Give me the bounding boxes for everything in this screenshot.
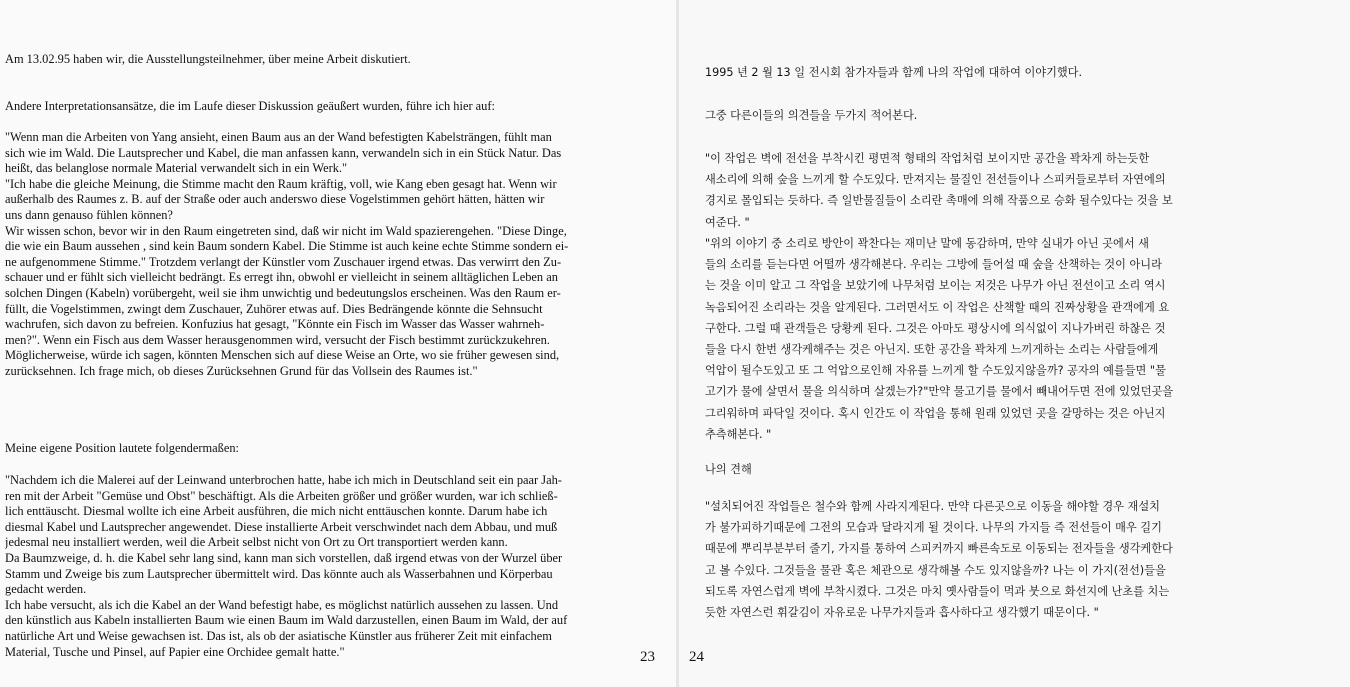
second-opinion-quote-ko [705,233,1339,445]
text-line: Da Baumzweige, d. h. die Kabel sehr lang sind, kann man sich vorstellen, daß irgend etwas von der Wurzel über [5,550,563,565]
text-line: Material, Tusche und Pinsel, auf Papier eine Orchidee gemalt hatte." [5,644,345,659]
text-line: solchen Dingen (Kabeln) vorübergeht, weil sie ihm unwichtig und bedeutungslos erscheinen. Was den Raum er- [5,285,561,300]
text-line: sich wie im Wald. Die Lautsprecher und Kabel, die man anfassen kann, verwandeln sich in ein Stück Natur. Das [5,145,562,160]
text-line: uns dann genauso fühlen können? [5,207,173,222]
text-line: füllt, die Vogelstimmen, zwingt dem Zuschauer, Zuhörer etwas auf. Dies Bedrängende könnte die Sehnsucht [5,301,543,316]
text-line: den künstlich aus Kabeln installierten Baum wie einen Baum im Wald darzustellen, einen Baum im Wald, der auf [5,613,568,628]
text-line: natürliche Art und Weise gewachsen ist. Das ist, als ob der asiatische Künstler aus früherer Zeit mit einfachem [5,628,552,643]
own-view-quote-ko [705,496,1339,623]
intro-paragraph-ko: 1995 년 2 월 13 일 전시회 참가자들과 함께 나의 작업에 대하여 이야기했다. [705,66,1083,79]
text-line: 고 볼 수있다. 그것들을 물관 혹은 체관으로 생각해볼 수도 있지않을까? 나는 이 가지(전선)들을 [705,563,1166,577]
text-line: 들을 다시 한번 생각케해주는 것은 아닌지. 또한 공간을 꽉차게 느끼게하는 소리는 사람들에게 [705,343,1159,357]
text-line: lich enttäuscht. Diesmal wollte ich eine Arbeit ausführen, die mich nicht enttäuschen konnte. Darum habe ich [5,504,548,519]
text-line: "이 작업은 벽에 전선을 부착시킨 평면적 형태의 작업처럼 보이지만 공간을 꽉차게 하는듯한 [705,152,1150,165]
text-line: schauer und er fühlt sich vielleicht bedrängt. Es erregt ihn, obwohl er vielleicht in seinem alltäglichen Leben an [5,270,558,285]
own-position-quote [5,473,667,660]
text-line: heißt, das belanglose normale Material verwandelt sich in ein Werk." [5,161,348,176]
text-line: zurücksehnen. Ich frage mich, ob dieses Zurücksehnen Grund für das Vollsein des Raumes ist." [5,363,478,378]
text-line: 되도록 자연스럽게 벽에 부착시켰다. 그것은 마치 옛사람들이 먹과 붓으로 화선지에 난초를 치는 [705,584,1170,598]
text-line: "위의 이야기 중 소리로 방안이 꽉찬다는 재미난 말에 동감하며, 만약 실내가 아닌 곳에서 새 [705,237,1149,250]
text-line: 가 불가피하기때문에 그전의 모습과 달라지게 될 것이다. 나무의 가지들 즉 전선들이 매우 길기 [705,521,1162,535]
text-line: 추측해본다. " [705,427,772,441]
right-page-korean [679,0,1350,687]
text-line: "Ich habe die gleiche Meinung, die Stimme macht den Raum kräftig, voll, wie Kang eben gesagt hat. Wenn wir [5,176,557,191]
text-line: 여준다. " [705,215,750,229]
text-line: Ich habe versucht, als ich die Kabel an der Wand befestigt habe, es möglichst natürlich aussehen zu lassen. Und [5,597,559,612]
page-number-right: 24 [689,649,704,665]
first-opinion-quote-ko [705,148,1339,233]
text-line: 경지로 몰입되는 듯하다. 즉 일반물질들이 소리란 촉매에 의해 작품으로 승화 될수있다는 것을 보 [705,194,1173,208]
text-line: Wir wissen schon, bevor wir in den Raum eingetreten sind, daß wir nicht im Wald spazierengehen. "Diese Dinge, [5,223,567,238]
text-line: 들의 소리를 듣는다면 어떨까 생각해본다. 우리는 그방에 들어설 때 숲을 산책하는 것이 아니라 [705,258,1162,272]
text-line: 구한다. 그럴 때 관객들은 당황케 된다. 그것은 아마도 평상시에 의식없이 지나가버린 하찮은 것 [705,321,1166,335]
text-line: gedacht werden. [5,582,87,597]
text-line: wachrufen, sich davon zu befreien. Konfuzius hat gesagt, "Könnte ein Fisch im Wasser das Wasser wahrneh- [5,317,545,332]
text-line: 그리워하며 파닥일 것이다. 혹시 인간도 이 작업을 통해 원래 있었던 곳을 갈망하는 것은 아닌지 [705,406,1166,420]
page-number-left: 23 [640,649,655,665]
text-line: 녹음되어진 소리라는 것을 알게된다. 그러면서도 이 작업은 산책할 때의 진짜상황을 관객에게 요 [705,300,1170,314]
text-line: 새소리에 의해 숲을 느끼게 할 수도있다. 만져지는 물질인 전선들이나 스피커들로부터 자연에의 [705,173,1166,187]
text-line: die wie ein Baum aussehen , sind kein Baum sondern Kabel. Die Stimme ist auch keine echte Stimme sondern ei- [5,239,569,254]
text-line: jedesmal neu installiert werden, weil die Arbeit selbst nicht von Ort zu Ort transportiert werden kann. [5,535,508,550]
text-line: "설치되어진 작업들은 철수와 함께 사라지게된다. 만약 다른곳으로 이동을 해야할 경우 재설치 [705,500,1160,513]
text-line: 때문에 뿌리부분부터 줄기, 가지를 통하여 스피커까지 빠른속도로 이동되는 전자들을 생각케한다 [705,542,1173,556]
text-line: ren mit der Arbeit "Gemüse und Obst" beschäftigt. Als die Arbeiten größer und größer wurden, war ich schließ- [5,488,558,503]
text-line: "Wenn man die Arbeiten von Yang ansieht, einen Baum aus an der Wand befestigten Kabelsträngen, fühlt man [5,130,552,144]
text-line: 듯한 자연스런 휘갈김이 자유로운 나무가지들과 흡사하다고 생각했기 때문이다. " [705,606,1099,620]
opinions-heading-ko: 그중 다른이들의 의견들을 두가지 적어본다. [705,109,918,122]
text-line: ne aufgenommene Stimme." Trotzdem verlangt der Künstler vom Zuschauer irgend etwas. Das verwirrt den Zu- [5,254,562,269]
text-line: "Nachdem ich die Malerei auf der Leinwand unterbrochen hatte, habe ich mich in Deutschland seit ein paar Jah- [5,473,562,487]
text-line: 는 것을 이미 알고 그 작업을 보았기에 나무처럼 보이는 저것은 나무가 아닌 전선이고 소리 역시 [705,279,1166,293]
own-position-heading: Meine eigene Position lautete folgendermaßen: [5,441,239,455]
intro-paragraph: Am 13.02.95 haben wir, die Ausstellungsteilnehmer, über meine Arbeit diskutiert. [5,52,411,66]
interpretations-heading: Andere Interpretationsansätze, die im Laufe dieser Diskussion geäußert wurden, führe ich hier auf: [5,99,495,113]
interpretations-quote [5,130,667,380]
text-line: 억압이 될수도있고 또 그 억압으로인해 자유를 느끼게 할 수도있지않을까? 공자의 예를들면 "물 [705,364,1166,378]
text-line: diesmal Kabel und Lautsprecher angewendet. Diese installierte Arbeit verschwindet nach dem Abbau, und muß [5,519,558,534]
text-line: außerhalb des Raumes z. B. auf der Straße oder auch anderswo diese Vogelstimmen gehört hätten, hätten wir [5,192,545,207]
text-line: Möglicherweise, würde ich sagen, könnten Menschen sich auf diese Weise an Orte, wo sie früher gewesen sind, [5,348,560,363]
text-line: 고기가 물에 살면서 물을 의식하며 살겠는가?"만약 물고기를 물에서 빼내어두면 전에 있었던곳을 [705,385,1174,399]
text-line: men?". Wenn ein Fisch aus dem Wasser herausgenommen wird, versucht der Fisch bestimmt zurückzukehren. [5,332,550,347]
own-view-heading-ko: 나의 견해 [705,463,752,476]
text-line: Stamm und Zweige bis zum Lautsprecher übermittelt wird. Das könnte auch als Wasserbahnen und Körperbau [5,566,553,581]
